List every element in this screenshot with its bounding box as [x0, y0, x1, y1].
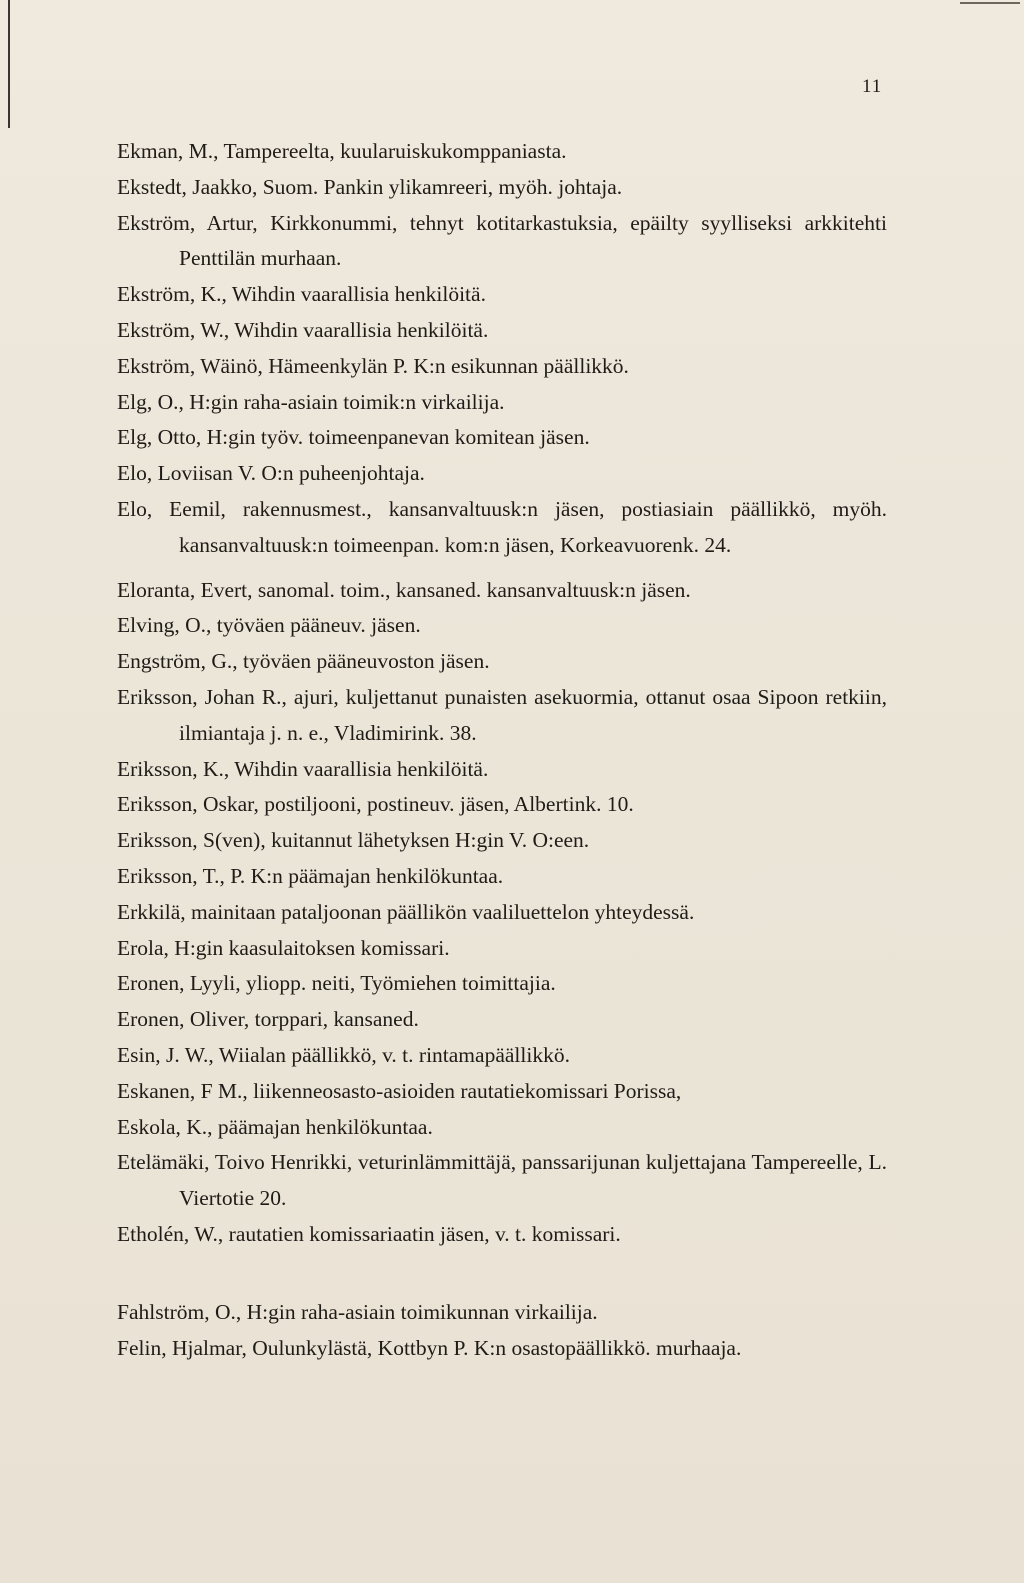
- entry-ekman-m: Ekman, M., Tampereelta, kuularuiskukomppaniasta.: [117, 139, 567, 163]
- entry-ekstedt-jaakko: Ekstedt, Jaakko, Suom. Pankin ylikamreeri, myöh. johtaja.: [117, 174, 623, 199]
- entry-elo: Elo, Loviisan V. O:n puheenjohtaja.: [117, 461, 425, 486]
- entry-esin-jw: Esin, J. W., Wiialan päällikkö, v. t. rintamapäällikkö.: [117, 1042, 570, 1067]
- entry-etholen-w: Etholén, W., rautatien komissariaatin jäsen, v. t. komissari.: [117, 1221, 621, 1246]
- entry-eloranta-evert: Eloranta, Evert, sanomal. toim., kansaned. kansanvaltuusk:n jäsen.: [117, 577, 691, 602]
- entry-erola: Erola, H:gin kaasulaitoksen komissari.: [117, 935, 450, 960]
- entry-eronen-oliver: Eronen, Oliver, torppari, kansaned.: [117, 1007, 419, 1032]
- entry-fahlstrom-o: Fahlström, O., H:gin raha-asiain toimikunnan virkailija.: [117, 1299, 598, 1324]
- entry-elo-eemil: Elo, Eemil, rakennusmest., kansanvaltuusk:n jäsen, postiasiain päällikkö, myöh. kansanvaltuusk:n toimeenpan. kom:n jäsen, Korkeavuorenk. 24.: [117, 496, 887, 557]
- scan-edge-top: [960, 2, 1020, 4]
- entry-eriksson-k: Eriksson, K., Wihdin vaarallisia henkilöitä.: [117, 756, 489, 781]
- entry-eskola-k: Eskola, K., päämajan henkilökuntaa.: [117, 1114, 433, 1139]
- page-number: 11: [862, 76, 883, 97]
- entry-etelamaki-toivo: Etelämäki, Toivo Henrikki, veturinlämmittäjä, panssarijunan kuljettajana Tampereelle, L. Viertotie 20.: [117, 1150, 887, 1211]
- entry-elving-o: Elving, O., työväen pääneuv. jäsen.: [117, 613, 421, 638]
- entry-engstrom-g: Engström, G., työväen pääneuvoston jäsen.: [117, 649, 490, 674]
- entry-elg-otto: Elg, Otto, H:gin työv. toimeenpanevan komitean jäsen.: [117, 425, 590, 450]
- entry-eriksson-oskar: Eriksson, Oskar, postiljooni, postineuv. jäsen, Albertink. 10.: [117, 792, 634, 817]
- entry-eriksson-t: Eriksson, T., P. K:n päämajan henkilökuntaa.: [117, 863, 504, 888]
- entry-eriksson-johan: Eriksson, Johan R., ajuri, kuljettanut punaisten asekuormia, ottanut osaa Sipoon retkiin, ilmiantaja j. n. e., Vladimirink. 38.: [117, 684, 887, 745]
- scan-edge-left: [8, 0, 10, 128]
- entry-elg-o: Elg, O., H:gin raha-asiain toimik:n virkailija.: [117, 389, 505, 414]
- entry-ekstrom-artur: Ekström, Artur, Kirkkonummi, tehnyt kotitarkastuksia, epäilty syylliseksi arkkitehti Penttilän murhaan.: [117, 210, 887, 271]
- entry-eriksson-sven: Eriksson, S(ven), kuitannut lähetyksen H:gin V. O:een.: [117, 828, 590, 853]
- entry-eronen-lyyli: Eronen, Lyyli, yliopp. neiti, Työmiehen toimittajia.: [117, 971, 556, 996]
- entry-ekstrom-waino: Ekström, Wäinö, Hämeenkylän P. K:n esikunnan päällikkö.: [117, 353, 629, 378]
- entry-ekstrom-w: Ekström, W., Wihdin vaarallisia henkilöitä.: [117, 317, 489, 342]
- entry-eskanen-fm: Eskanen, F M., liikenneosasto-asioiden rautatiekomissari Porissa,: [117, 1078, 682, 1103]
- entry-list: [117, 134, 887, 1366]
- entry-erkkila: Erkkilä, mainitaan pataljoonan päällikön vaaliluettelon yhteydessä.: [117, 899, 695, 924]
- entry-felin-hjalmar: Felin, Hjalmar, Oulunkylästä, Kottbyn P. K:n osastopäällikkö. murhaaja.: [117, 1335, 742, 1360]
- entry-ekstrom-k: Ekström, K., Wihdin vaarallisia henkilöitä.: [117, 282, 486, 307]
